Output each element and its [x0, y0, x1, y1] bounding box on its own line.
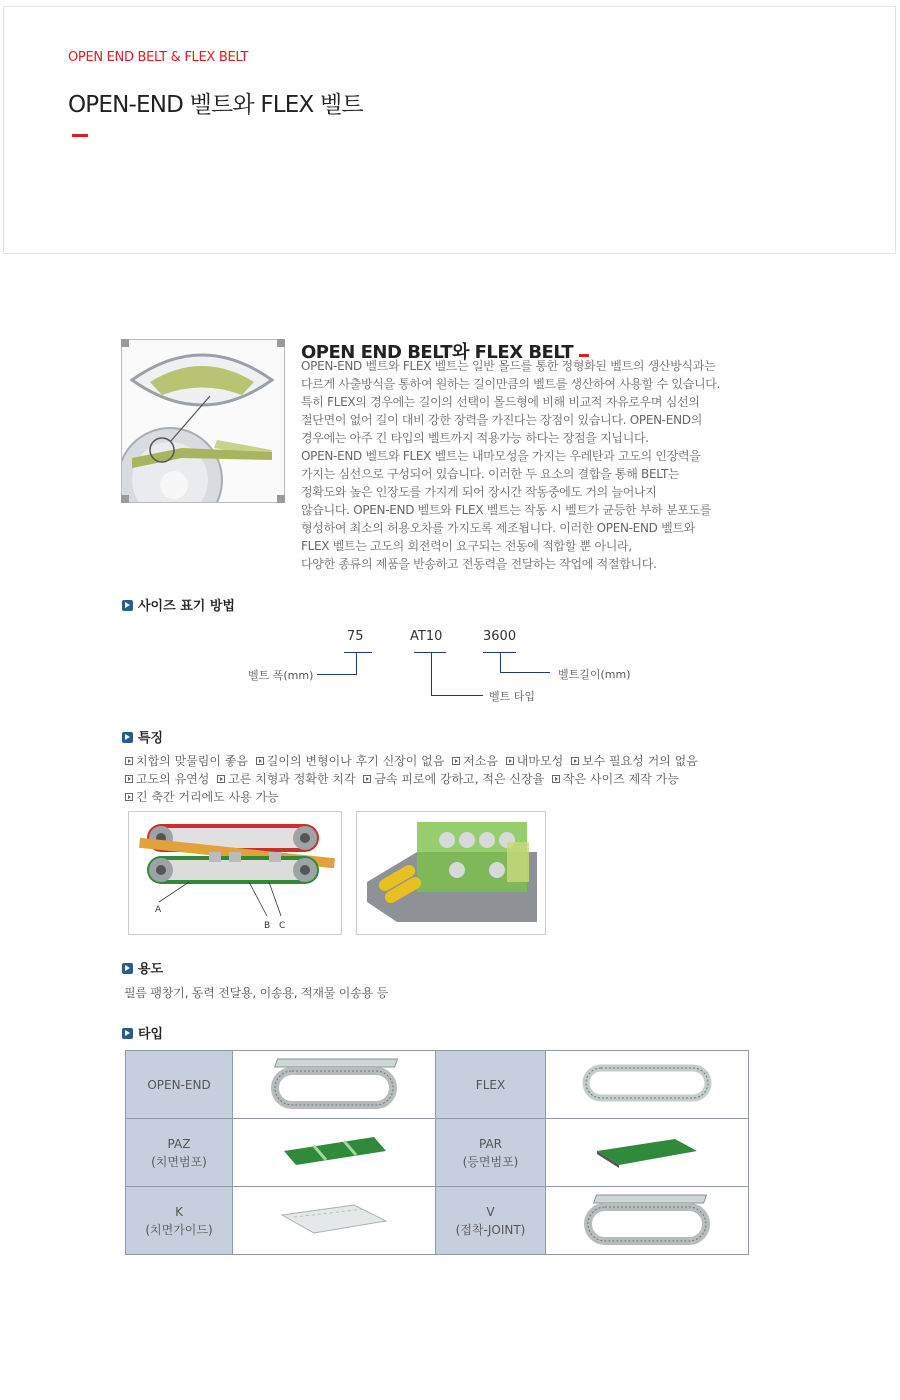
intro-paragraph: OPEN-END 벨트와 FLEX 벨트는 일반 몰드를 통한 정형화된 벨트의 생산방식과는 다르게 사출방식을 통하여 원하는 길이만큼의 벨트를 생산하여 사용할 수 있습니다. 특히 FLEX의 경우에는 길이의 선택이 몰드형에 비해 비교적 자유로우며 심선의 절단면이 없어 길이 대비 강한 장력을 가진다는 장점이 있습니다. OPEN-END의 경우에는 아주 긴 타입의 벨트까지 적용가능 하다는 장점을 지닙니다. OPEN-END 벨트와 FLEX 벨트는 내마모성을 가지는 우레탄과 고도의 인장력을 가지는 심선으로 구성되어 있습니다. 이러한 두 요소의 결합을 통해 BELT는 정확도와 높은 인장도를 가지게 되어 장시간 작동중에도 거의 늘어나지 않습니다. OPEN-END 벨트와 FLEX 벨트는 작동 시 벨트가 균등한 부하 분포도를 형성하여 최소의 허용오차를 가지도록 제조됩니다. 이러한 OPEN-END 벨트와 FLEX 벨트는 고도의 회전력이 요구되는 전동에 적합할 뿐 아니라, 다양한 종류의 제품을 반송하고 전동력을 전달하는 작업에 적절합니다.	[301, 359, 721, 571]
feature-item: 저소음	[452, 754, 498, 768]
section-arrow-icon	[122, 1028, 133, 1039]
section-arrow-icon	[122, 963, 133, 974]
feature-item: 금속 피로에 강하고, 적은 신장율	[363, 772, 544, 786]
size-notation-diagram	[240, 622, 640, 712]
feature-item: 길이의 변형이나 후기 신장이 없음	[256, 754, 445, 768]
open-end-belt-image	[233, 1051, 436, 1119]
size-width-label: 벨트 폭(mm)	[248, 669, 314, 682]
table-row	[126, 1119, 749, 1187]
size-section-heading: 사이즈 표기 방법	[122, 595, 235, 614]
feature-item: 고도의 유연성	[125, 772, 209, 786]
k-belt-image	[233, 1187, 436, 1255]
feature-item: 보수 필요성 거의 없음	[571, 754, 698, 768]
page-title: OPEN-END 벨트와 FLEX 벨트	[68, 92, 363, 118]
feature-item: 내마모성	[506, 754, 563, 768]
type-name-cell: PAR (등면범포)	[436, 1119, 546, 1187]
section-arrow-icon	[122, 600, 133, 611]
feature-item: 작은 사이즈 제작 가능	[552, 772, 679, 786]
feature-item: 치합의 맞물림이 좋음	[125, 754, 248, 768]
type-name-cell: V (접착-JOINT)	[436, 1187, 546, 1255]
features-section-heading: 특징	[122, 727, 163, 746]
type-name-cell: K (치면가이드)	[126, 1187, 233, 1255]
type-name-cell: OPEN-END	[126, 1051, 233, 1119]
intro-title: OPEN END BELT와 FLEX BELT	[301, 338, 589, 364]
size-width-value: 75	[347, 629, 364, 644]
paz-belt-image	[233, 1119, 436, 1187]
feature-item: 긴 축간 거리에도 사용 가능	[125, 790, 279, 804]
section-arrow-icon	[122, 732, 133, 743]
conveyor-diagram-image	[128, 811, 342, 935]
type-name-cell: FLEX	[436, 1051, 546, 1119]
belt-types-table	[125, 1050, 749, 1255]
table-row	[126, 1187, 749, 1255]
page-eyebrow: OPEN END BELT & FLEX BELT	[68, 50, 249, 65]
size-type-value: AT10	[410, 629, 443, 644]
belt-closeup-image	[121, 339, 285, 503]
usage-text: 필름 팽창기, 동력 전달용, 이송용, 적재물 이송용 등	[124, 986, 388, 1000]
diagram-label-a: A	[155, 905, 162, 915]
size-length-value: 3600	[483, 629, 517, 644]
diagram-label-c: C	[279, 921, 286, 931]
machine-illustration-image	[356, 811, 546, 935]
types-section-heading: 타입	[122, 1023, 163, 1042]
table-row	[126, 1051, 749, 1119]
flex-belt-image	[546, 1051, 749, 1119]
usage-section-heading: 용도	[122, 958, 163, 977]
type-name-cell: PAZ (치면범포)	[126, 1119, 233, 1187]
v-belt-image	[546, 1187, 749, 1255]
size-length-label: 벨트길이(mm)	[558, 668, 631, 681]
feature-item: 고른 치형과 정확한 치각	[217, 772, 355, 786]
diagram-label-b: B	[264, 921, 271, 931]
page-header	[3, 6, 896, 254]
title-accent-bar	[72, 134, 88, 137]
par-belt-image	[546, 1119, 749, 1187]
size-type-label: 벨트 타입	[489, 690, 536, 703]
features-list	[125, 752, 745, 806]
